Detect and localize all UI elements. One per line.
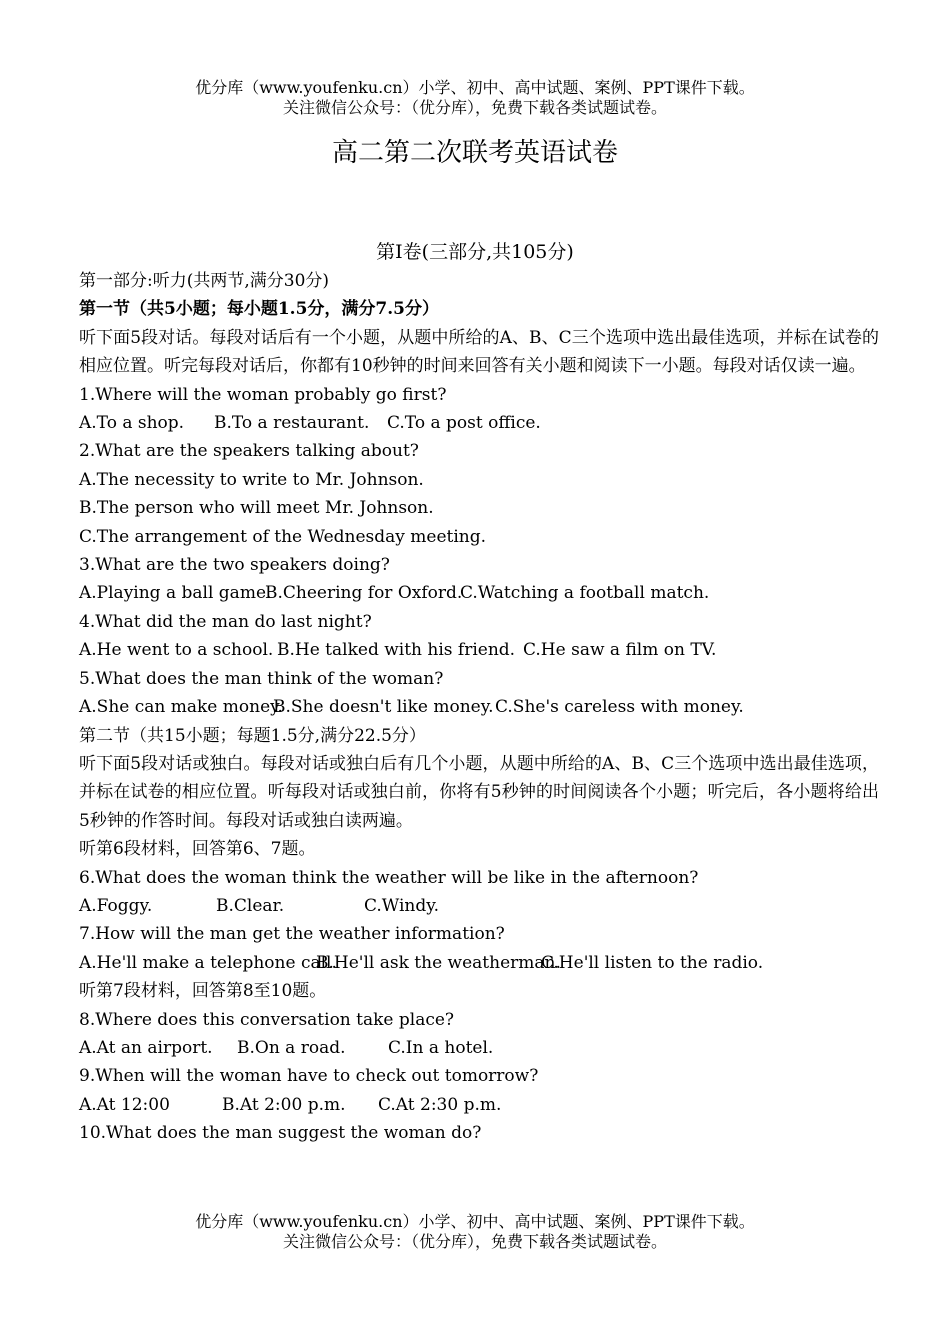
question-3-options [79,579,879,607]
option-b: B.To a restaurant. [214,413,370,434]
option-b: B.At 2:00 p.m. [222,1094,346,1115]
material-6-instruction: 听第6段材料，回答第6、7题。 [79,839,316,860]
option-b: B.He talked with his friend. [277,640,516,661]
option-a: A.To a shop. [79,413,185,434]
option-c: C.To a post office. [387,413,541,434]
question-4: 4.What did the man do last night? [79,611,372,632]
question-6: 6.What does the woman think the weather will be like in the afternoon? [79,867,699,888]
option-a: A.Foggy. [79,895,153,916]
section2-heading: 第二节（共15小题；每题1.5分,满分22.5分） [79,725,426,746]
material-7-instruction: 听第7段材料，回答第8至10题。 [79,981,327,1002]
option-a: A.She can make money. [79,697,283,718]
option-b: B.Clear. [216,895,285,916]
question-8: 8.Where does this conversation take place? [79,1009,455,1030]
header-line-1: 优分库（www.youfenku.cn）小学、初中、高中试题、案例、PPT课件下载。 [195,78,755,97]
question-10: 10.What does the man suggest the woman do? [79,1123,482,1144]
question-9-options [79,1091,879,1119]
option-c: C.At 2:30 p.m. [378,1094,502,1115]
question-2: 2.What are the speakers talking about? [79,441,419,462]
option-c: C.Watching a football match. [460,583,710,604]
question-2-option-c: C.The arrangement of the Wednesday meeting. [79,526,487,547]
option-b: B.He'll ask the weatherman. [316,952,561,973]
option-a: A.He went to a school. [79,640,274,661]
footer-line-2: 关注微信公众号：（优分库），免费下载各类试题试卷。 [282,1232,667,1251]
exam-title: 高二第二次联考英语试卷 [331,138,618,168]
question-4-options [79,636,879,664]
part1-heading: 第一部分:听力(共两节,满分30分) [79,271,330,291]
option-c: C.She's careless with money. [495,697,744,718]
question-3: 3.What are the two speakers doing? [79,555,390,576]
option-b: B.Cheering for Oxford. [265,583,463,604]
question-6-options [79,892,879,920]
question-7-options [79,949,879,977]
section2-instructions: 听下面5段对话或独白。每段对话或独白后有几个小题，从题中所给的A、B、C三个选项中选出最佳选项，并标在试卷的相应位置。听每段对话或独白前，你将有5秒钟的时间阅读各个小题；听完后，各小题将给出5秒钟的作答时间。每段对话或独白读两遍。 [79,753,879,831]
question-1-options [79,409,879,437]
question-1: 1.Where will the woman probably go first? [79,384,447,405]
question-2-option-a: A.The necessity to write to Mr. Johnson. [79,469,424,490]
option-c: C.Windy. [364,895,439,916]
section1-heading: 第一节（共5小题；每小题1.5分，满分7.5分） [79,299,439,320]
option-b: B.She doesn't like money. [273,697,494,718]
option-a: A.He'll make a telephone call. [79,952,337,973]
question-2-option-b: B.The person who will meet Mr. Johnson. [79,498,434,519]
option-a: A.Playing a ball game. [79,583,272,604]
option-a: A.At an airport. [79,1037,213,1058]
question-8-options [79,1034,879,1062]
option-a: A.At 12:00 [79,1094,170,1115]
header-line-2: 关注微信公众号：（优分库），免费下载各类试题试卷。 [282,98,667,117]
option-b: B.On a road. [237,1037,346,1058]
option-c: C.In a hotel. [388,1037,494,1058]
footer-line-1: 优分库（www.youfenku.cn）小学、初中、高中试题、案例、PPT课件下载。 [195,1212,755,1231]
page-footer [0,1212,950,1252]
question-5: 5.What does the man think of the woman? [79,668,444,689]
question-5-options [79,693,879,721]
page-header [0,78,950,118]
option-c: C.He saw a film on TV. [523,640,717,661]
question-9: 9.When will the woman have to check out tomorrow? [79,1066,539,1087]
volume-title: 第Ⅰ卷(三部分,共105分) [376,241,574,263]
exam-content [79,267,879,1148]
option-c: C.He'll listen to the radio. [541,952,764,973]
question-7: 7.How will the man get the weather information? [79,924,505,945]
section1-instructions: 听下面5段对话。每段对话后有一个小题，从题中所给的A、B、C三个选项中选出最佳选项，并标在试卷的相应位置。听完每段对话后，你都有10秒钟的时间来回答有关小题和阅读下一小题。每段对话仅读一遍。 [79,327,879,377]
